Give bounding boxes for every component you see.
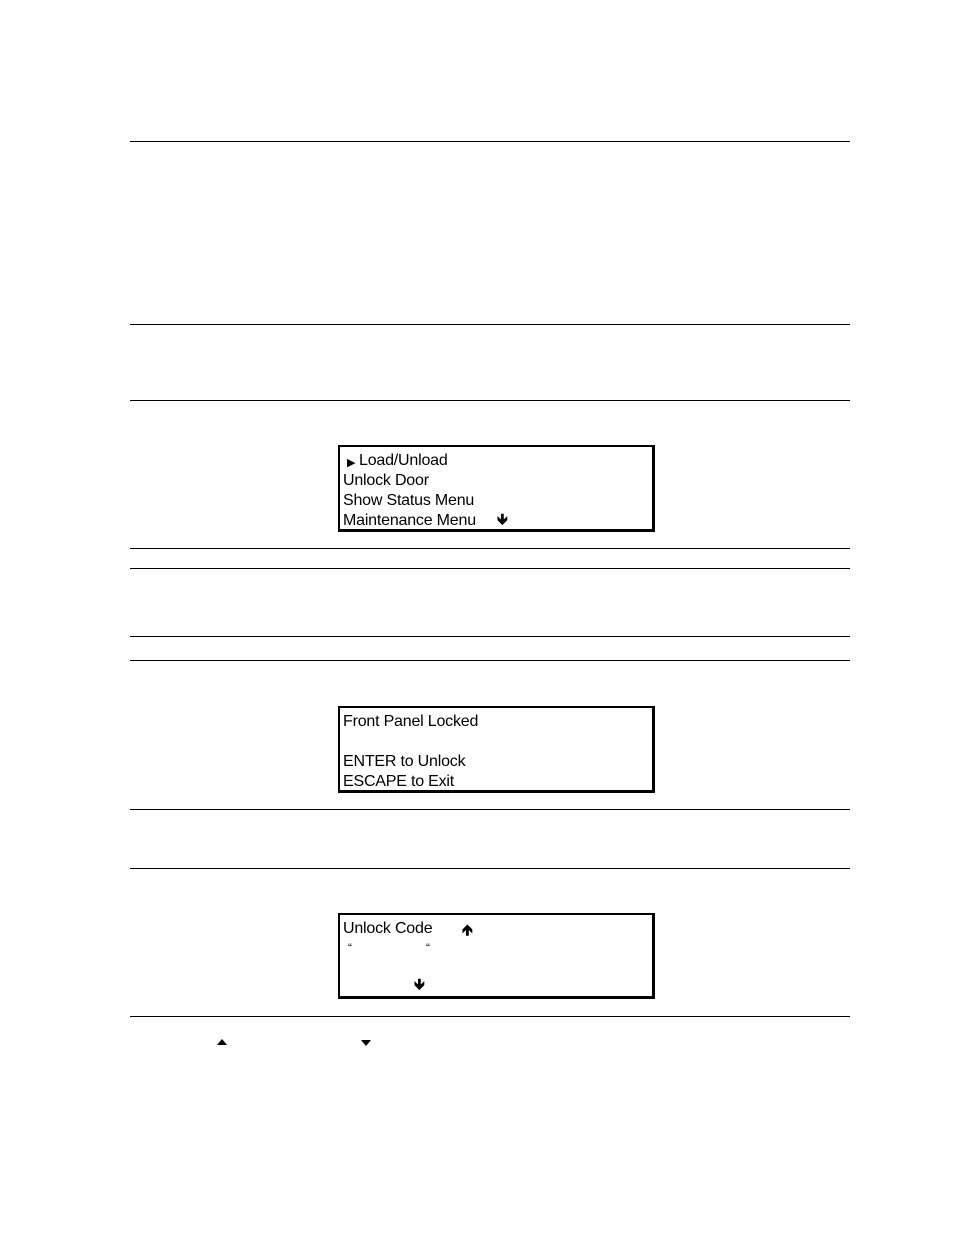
divider [130, 568, 850, 569]
lcd-main-menu [338, 445, 655, 532]
divider [130, 548, 850, 549]
menu-item-load-unload: Load/Unload [359, 452, 448, 469]
divider [130, 636, 850, 637]
divider [130, 324, 850, 325]
locked-line-1: Front Panel Locked [343, 713, 479, 730]
menu-item-unlock-door: Unlock Door [343, 472, 429, 489]
divider [130, 1016, 850, 1017]
lcd-unlock-code [338, 913, 655, 999]
quote-left: “ [348, 941, 352, 955]
menu-item-maintenance: Maintenance Menu [343, 512, 476, 529]
unlock-code-label: Unlock Code [343, 920, 433, 937]
triangle-right-icon: ▶ [347, 456, 356, 469]
menu-item-show-status: Show Status Menu [343, 492, 475, 509]
divider [130, 868, 850, 869]
caret-up-icon [216, 1038, 228, 1046]
arrow-down-icon: 🡻 [414, 975, 425, 993]
caret-down-icon [360, 1039, 372, 1047]
arrow-up-icon: 🡹 [462, 921, 473, 939]
arrow-down-icon: 🡻 [497, 510, 508, 528]
lcd-front-panel-locked [338, 706, 655, 793]
quote-right: “ [426, 941, 430, 955]
divider [130, 141, 850, 142]
locked-line-4: ESCAPE to Exit [343, 773, 455, 790]
locked-line-3: ENTER to Unlock [343, 753, 466, 770]
divider [130, 400, 850, 401]
divider [130, 809, 850, 810]
divider [130, 660, 850, 661]
